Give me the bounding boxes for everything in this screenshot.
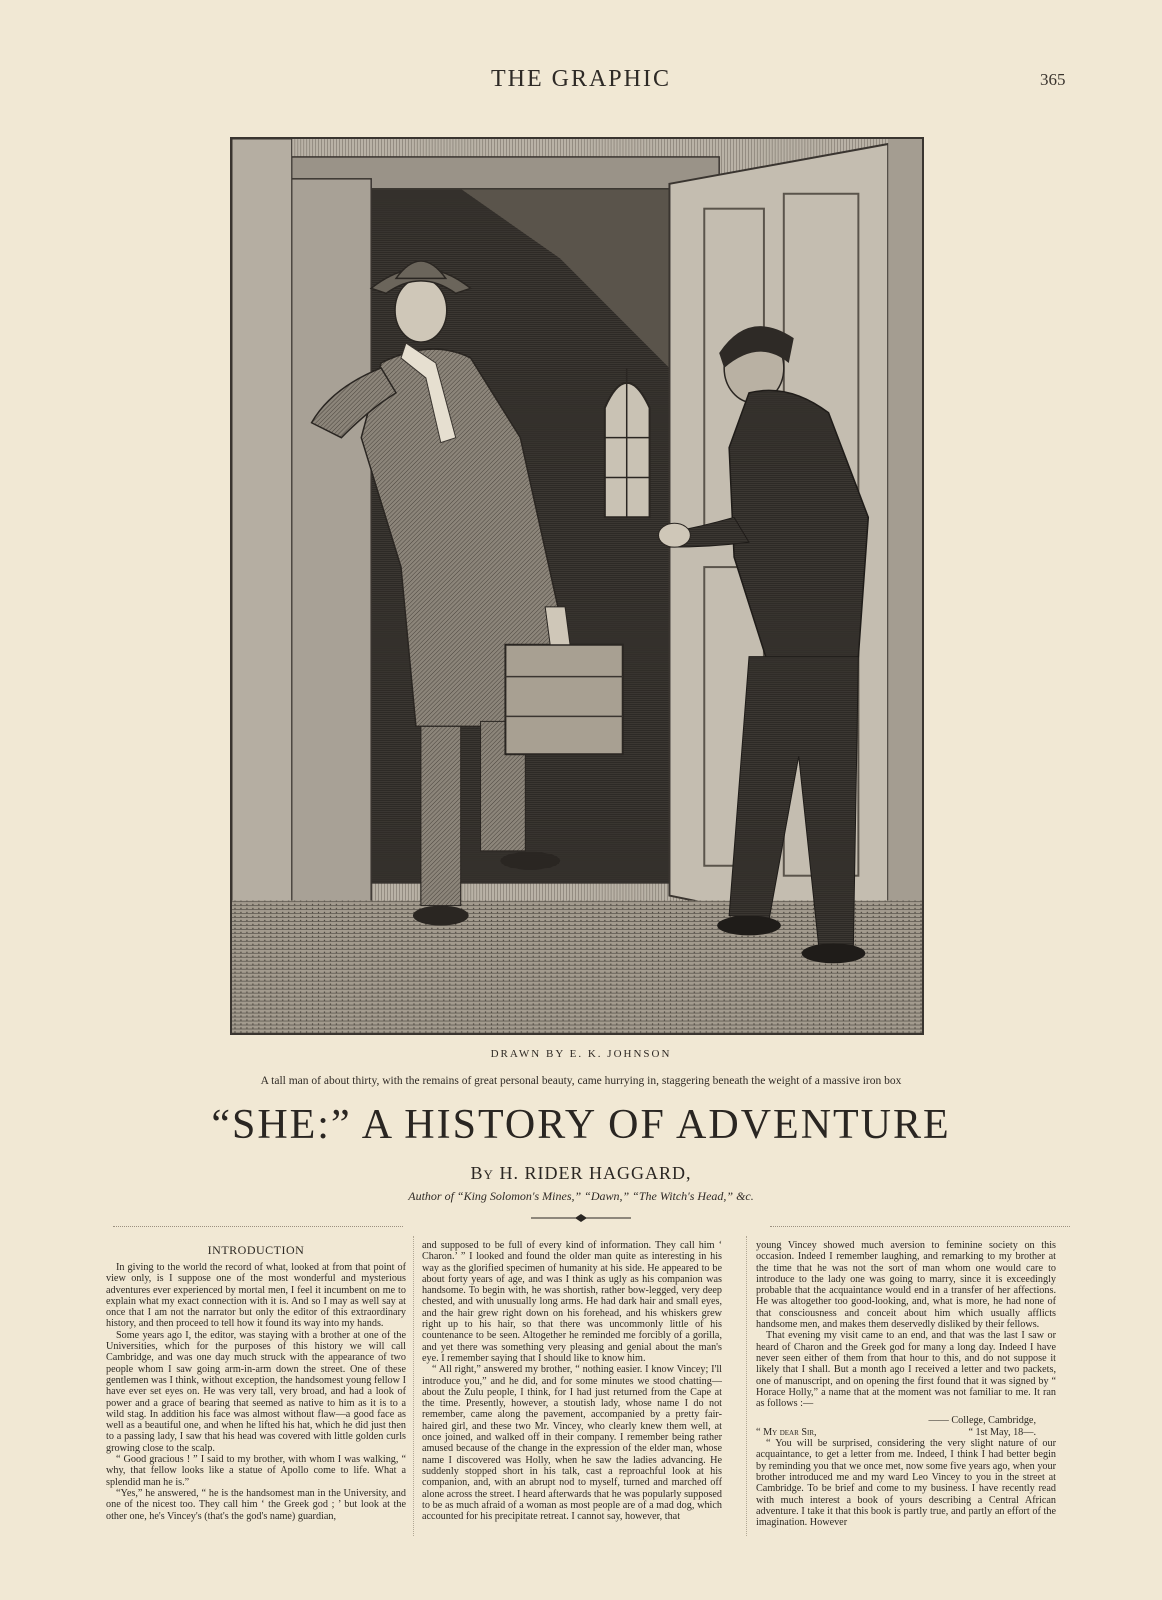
paragraph: That evening my visit came to an end, and that was the last I saw or heard of Charon and the Greek god for many a long day. Indeed I have never seen either of them from that hour to this, and do not suppose it likely that I shall. But a month ago I received a letter and two packets, one of manuscript, and on opening the first found that it was signed by “ Horace Holly,” a name that at the moment was not familiar to me. It ran as follows :— (756, 1330, 1056, 1410)
ornament-divider (531, 1213, 631, 1223)
text-column-2 (422, 1240, 722, 1522)
dotted-rule-left (113, 1226, 403, 1227)
engraving-scene (232, 139, 922, 1033)
masthead-title: THE GRAPHIC (490, 66, 671, 92)
letter-address: —— College, Cambridge, (928, 1415, 1036, 1427)
text-column-1 (106, 1262, 406, 1522)
illustration-caption: A tall man of about thirty, with the remains of great personal beauty, came hurrying in, staggering beneath the weight of a massive iron box (260, 1075, 902, 1087)
paragraph: “ You will be surprised, considering the very slight nature of our acquaintance, to get a letter from me. Indeed, I think I had better begin by reminding you that we once met, now some five years ago, when your brother introduced me and my ward Leo Vincey to you in the street at Cambridge. To be brief and come to my business. I have recently read with much interest a book of yours describing a Central African adventure. I take it that this book is partly true, and partly an effort of the imagination. However (756, 1438, 1056, 1529)
byline-prefix: By (470, 1163, 494, 1183)
paragraph: and supposed to be full of every kind of information. They call him ‘ Charon.’ ” I looked and found the older man quite as interesting in his way as the glorified specimen of humanity at his side. He appeared to be about forty years of age, and was I think as ugly as his companion was handsome. To begin with, he was shortish, rather bow-legged, very deep chested, and with unusually long arms. He had dark hair and small eyes, and the hair grew right down on his forehead, and his whiskers grew right up to his hair, so that there was uncommonly little of his countenance to be seen. Altogether he reminded me forcibly of a gorilla, and yet there was something very pleasing and genial about the man's eye. I remember saying that I should like to know him. (422, 1240, 722, 1364)
paragraph: “Yes,” he answered, “ he is the handsomest man in the University, and one of the nicest too. They call him ‘ the Greek god ; ’ but look at the other one, he's Vincey's (that's the god's name) guardian, (106, 1487, 406, 1522)
letter-date: “ 1st May, 18—. (968, 1426, 1036, 1438)
article-byline (0, 1163, 1162, 1184)
dotted-rule-right (770, 1226, 1070, 1227)
letter-salutation: “ My dear Sir, (756, 1426, 817, 1438)
paragraph: “ All right,” answered my brother, “ nothing easier. I know Vincey; I'll introduce you,” and he did, and for some minutes we stood chatting—about the Zulu people, I think, for I had just returned from the Cape at the time. Presently, however, a stoutish lady, whose name I do not remember, came along the pavement, accompanied by a pretty fair-haired girl, and these two Mr. Vincey, who clearly knew them well, at once joined, and walked off in their company. I remember being rather amused because of the change in the expression of the elder man, whose name I discovered was Holly, when he saw the ladies advancing. He suddenly stopped short in his talk, cast a reproachful look at his companion, and, with an abrupt nod to myself, turned and marched off alone across the street. I heard afterwards that he was popularly supposed to be as much afraid of a woman as most people are of a mad dog, which accounted for his precipitate retreat. I cannot say, however, that (422, 1364, 722, 1523)
column-divider (413, 1236, 414, 1536)
letter-salutation-line (756, 1427, 1056, 1438)
article-title: “SHE:” A HISTORY OF ADVENTURE (211, 1102, 951, 1148)
paragraph: young Vincey showed much aversion to feminine society on this occasion. Indeed I remember laughing, and remarking to my brother at the time that he was not the sort of man whom one would care to introduce to the lady one was going to marry, since it is exceedingly probable that the acquaintance would end in a transfer of her affections. He was altogether too good-looking, and, what is more, he had none of that consciousness and conceit about him which usually afflicts handsome men, and makes them deservedly disliked by their fellows. (756, 1240, 1056, 1331)
engraving-illustration (230, 137, 924, 1035)
paragraph: In giving to the world the record of what, looked at from that point of view only, is I suppose one of the most wonderful and mysterious adventures ever experienced by mortal men, I feel it incumbent on me to explain what my exact connection with it is. And so I may as well say at once that I am not the narrator but only the editor of this extraordinary history, and then proceed to tell how it found its way into my hands. (106, 1262, 406, 1330)
section-heading: INTRODUCTION (207, 1243, 305, 1257)
page-number: 365 (1040, 70, 1066, 89)
paragraph: “ Good gracious ! ” I said to my brother, with whom I was walking, “ why, that fellow looks like a statue of Apollo come to life. What a splendid man he is.” (106, 1454, 406, 1488)
text-column-3 (756, 1240, 1056, 1528)
column-divider (746, 1236, 747, 1536)
author-note: Author of “King Solomon's Mines,” “Dawn,” “The Witch's Head,” &c. (408, 1189, 754, 1203)
paragraph: Some years ago I, the editor, was staying with a brother at one of the Universities, which for the purposes of this history we will call Cambridge, and was one day much struck with the appearance of two people whom I saw going arm-in-arm down the street. One of these gentlemen was I think, without exception, the handsomest young fellow I have ever set eyes on. He was very tall, very broad, and had a look of power and a grace of bearing that seemed as native to him as it is to a wild stag. In addition his face was almost without flaw—a good face as well as a beautiful one, and when he lifted his hat, which he did just then to a passing lady, I saw that his head was covered with little golden curls growing close to the scalp. (106, 1329, 406, 1454)
author-name: H. RIDER HAGGARD, (499, 1163, 692, 1183)
illustration-credit: DRAWN BY E. K. JOHNSON (490, 1048, 672, 1060)
